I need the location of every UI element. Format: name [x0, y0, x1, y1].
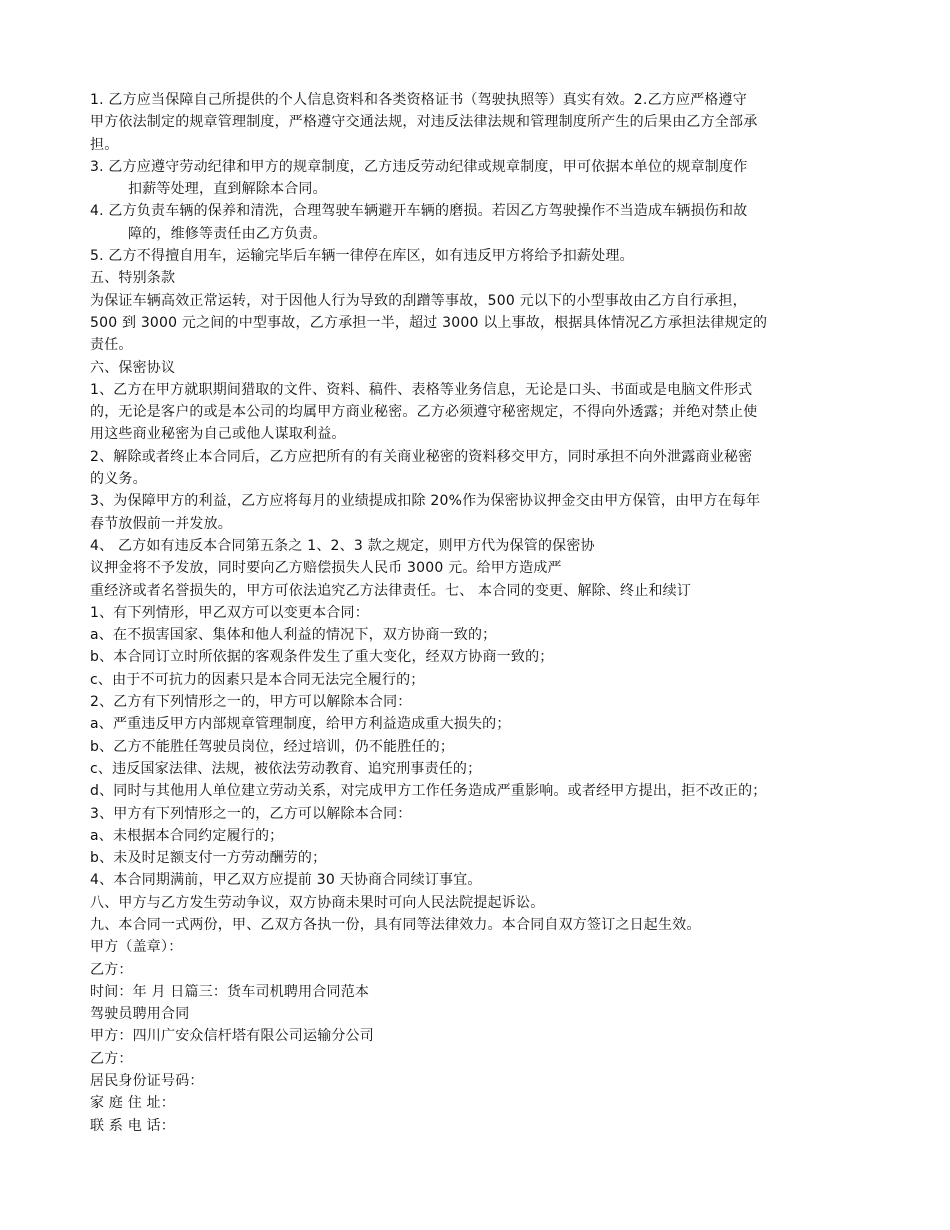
text-line: 时间：年 月 日篇三：货车司机聘用合同范本: [90, 983, 370, 1000]
text-line: b、未及时足额支付一方劳动酬劳的；: [90, 850, 327, 867]
text-line: 六、保密协议: [90, 359, 176, 376]
text-line: 3. 乙方应遵守劳动纪律和甲方的规章制度，乙方违反劳动纪律或规章制度，甲可依据本单位的规章制度作: [90, 158, 748, 175]
text-line: 的，无论是客户的或是本公司的均属甲方商业秘密。乙方必须遵守秘密规定，不得向外透露；并绝对禁止使: [90, 404, 758, 421]
text-line: 障的，维修等责任由乙方负责。: [128, 225, 327, 242]
text-line: 500 到 3000 元之间的中型事故，乙方承担一半，超过 3000 以上事故，根据具体情况乙方承担法律规定的: [90, 314, 768, 331]
text-line: 春节放假前一并发放。: [90, 515, 232, 532]
text-line: 甲方（盖章）：: [90, 939, 183, 956]
text-line: 5. 乙方不得擅自用车，运输完毕后车辆一律停在库区，如有违反甲方将给予扣薪处理。: [90, 248, 634, 265]
text-line: 重经济或者名誉损失的，甲方可依法追究乙方法律责任。七、 本合同的变更、解除、终止和续订: [90, 582, 692, 599]
contract-document: [90, 89, 870, 1137]
text-line: 扣薪等处理，直到解除本合同。: [128, 181, 327, 198]
text-line: 甲方：四川广安众信杆塔有限公司运输分公司: [90, 1028, 374, 1045]
text-line: 2、乙方有下列情形之一的，甲方可以解除本合同：: [90, 694, 412, 711]
text-line: 驾驶员聘用合同: [90, 1006, 190, 1023]
text-line: 担。: [90, 136, 119, 153]
text-line: 八、甲方与乙方发生劳动争议，双方协商未果时可向人民法院提起诉讼。: [90, 894, 545, 911]
text-line: a、未根据本合同约定履行的；: [90, 827, 284, 844]
text-line: b、本合同订立时所依据的客观条件发生了重大变化，经双方协商一致的；: [90, 649, 554, 666]
text-line: 4、 乙方如有违反本合同第五条之 1、2、3 款之规定，则甲方代为保管的保密协: [90, 537, 595, 554]
text-line: 甲方依法制定的规章管理制度，严格遵守交通法规，对违反法律法规和管理制度所产生的后果由乙方全部承: [90, 114, 758, 131]
text-line: 1、有下列情形，甲乙双方可以变更本合同：: [90, 604, 369, 621]
text-line: 乙方：: [90, 1050, 133, 1067]
text-line: a、在不损害国家、集体和他人利益的情况下，双方协商一致的；: [90, 627, 497, 644]
text-line: 五、特别条款: [90, 270, 176, 287]
text-line: 为保证车辆高效正常运转，对于因他人行为导致的刮蹭等事故，500 元以下的小型事故由乙方自行承担，: [90, 292, 747, 309]
text-line: 用这些商业秘密为自己或他人谋取利益。: [90, 426, 346, 443]
text-line: 的义务。: [90, 471, 147, 488]
text-line: 1. 乙方应当保障自己所提供的个人信息资料和各类资格证书（驾驶执照等）真实有效。2.乙方应严格遵守: [90, 92, 747, 108]
text-line: 责任。: [90, 337, 133, 354]
text-line: 家 庭 住 址：: [90, 1095, 175, 1112]
text-line: 2、解除或者终止本合同后，乙方应把所有的有关商业秘密的资料移交甲方，同时承担不向外泄露商业秘密: [90, 448, 753, 465]
text-line: 联 系 电 话：: [90, 1117, 175, 1134]
text-line: b、乙方不能胜任驾驶员岗位，经过培训，仍不能胜任的；: [90, 738, 455, 755]
text-line: 3、为保障甲方的利益，乙方应将每月的业绩提成扣除 20%作为保密协议押金交由甲方保管，由甲方在每年: [90, 493, 761, 510]
text-line: c、由于不可抗力的因素只是本合同无法完全履行的；: [90, 671, 425, 688]
text-line: 乙方：: [90, 961, 133, 978]
text-line: 议押金将不予发放，同时要向乙方赔偿损失人民币 3000 元。给甲方造成严: [90, 560, 562, 577]
text-line: 九、本合同一式两份，甲、乙双方各执一份，具有同等法律效力。本合同自双方签订之日起生效。: [90, 916, 701, 933]
text-line: d、同时与其他用人单位建立劳动关系，对完成甲方工作任务造成严重影响。或者经甲方提出，拒不改正的；: [90, 783, 767, 800]
text-line: 4、本合同期满前，甲乙双方应提前 30 天协商合同续订事宜。: [90, 872, 482, 889]
text-line: 居民身份证号码：: [90, 1073, 204, 1090]
text-line: 3、甲方有下列情形之一的，乙方可以解除本合同：: [90, 805, 412, 822]
text-line: 1、乙方在甲方就职期间猎取的文件、资料、稿件、表格等业务信息，无论是口头、书面或是电脑文件形式: [90, 381, 753, 398]
text-line: 4. 乙方负责车辆的保养和清洗，合理驾驶车辆避开车辆的磨损。若因乙方驾驶操作不当造成车辆损伤和故: [90, 203, 748, 220]
text-line: a、严重违反甲方内部规章管理制度，给甲方利益造成重大损失的；: [90, 716, 511, 733]
text-line: c、违反国家法律、法规，被依法劳动教育、追究刑事责任的；: [90, 760, 482, 777]
